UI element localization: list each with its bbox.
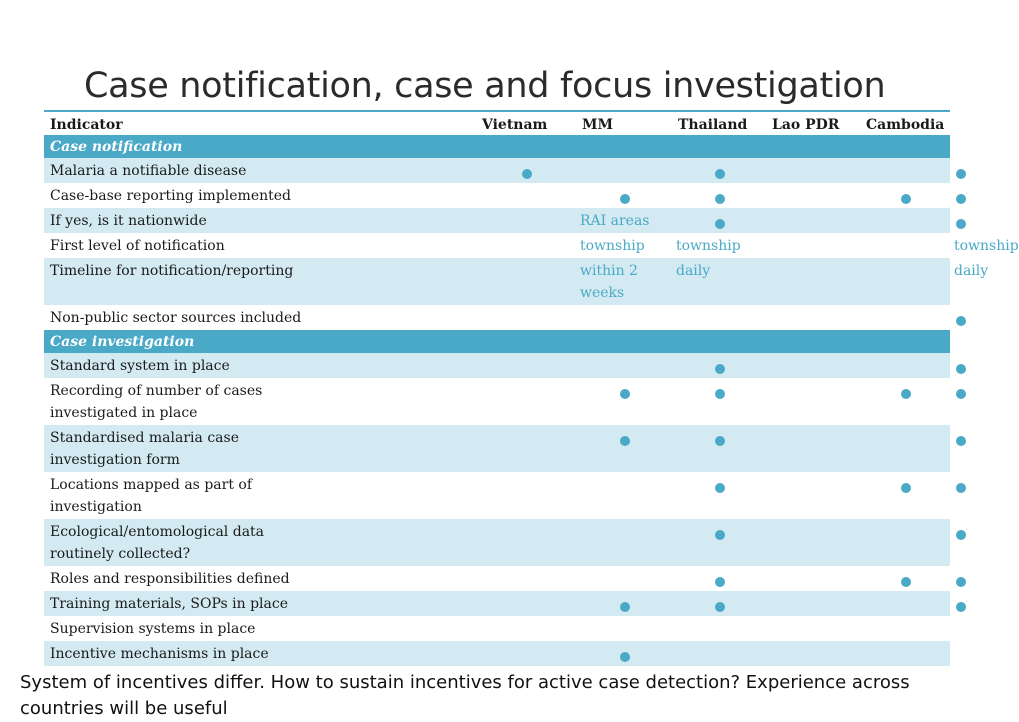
empty-cell [672, 305, 766, 330]
filled-circle-icon [901, 389, 911, 399]
filled-circle-icon [901, 577, 911, 587]
filled-circle-icon [956, 194, 966, 204]
filled-circle-icon [956, 219, 966, 229]
table-row [44, 305, 950, 330]
indicator-label: Standard system in place [50, 358, 230, 374]
empty-cell [576, 566, 672, 591]
empty-cell [860, 519, 950, 566]
header-indicator: Indicator [50, 116, 123, 133]
status-dot-cell [672, 378, 766, 425]
empty-cell [766, 353, 860, 378]
empty-cell [766, 258, 860, 305]
filled-circle-icon [715, 577, 725, 587]
empty-cell [476, 305, 576, 330]
table-row [44, 353, 950, 378]
status-dot-cell [672, 425, 766, 472]
filled-circle-icon [956, 436, 966, 446]
status-dot-cell [672, 591, 766, 616]
status-dot-cell [860, 183, 950, 208]
indicator-cell [44, 519, 476, 566]
indicator-label: Case-base reporting implemented [50, 188, 292, 204]
filled-circle-icon [715, 483, 725, 493]
indicator-label: Roles and responsibilities defined [50, 571, 290, 587]
status-dot-cell [672, 353, 766, 378]
table-header-row [44, 111, 950, 135]
empty-cell [766, 183, 860, 208]
status-dot-cell [576, 378, 672, 425]
empty-cell [476, 519, 576, 566]
empty-cell [766, 566, 860, 591]
status-dot-cell [860, 566, 950, 591]
section-label: Case investigation [50, 333, 195, 350]
value-cell: daily [676, 263, 711, 279]
filled-circle-icon [715, 436, 725, 446]
indicator-cell [44, 591, 476, 616]
table-row: Timeline for notification/reporting within 2 weeks daily daily [44, 258, 950, 305]
indicator-cell [44, 566, 476, 591]
header-thailand: Thailand [678, 116, 748, 133]
empty-cell [576, 305, 672, 330]
empty-cell [476, 616, 576, 641]
filled-circle-icon [715, 194, 725, 204]
empty-cell [860, 305, 950, 330]
table-row [44, 208, 950, 233]
empty-cell [476, 641, 576, 666]
filled-circle-icon [620, 194, 630, 204]
slide-title: Case notification, case and focus investigation [84, 66, 886, 106]
filled-circle-icon [715, 389, 725, 399]
header-lao-pdr: Lao PDR [772, 116, 840, 133]
value-cell: within 2 weeks [580, 263, 638, 301]
status-dot-cell [576, 591, 672, 616]
indicator-label: Locations mapped as part of investigation [50, 477, 253, 515]
status-dot-cell [672, 472, 766, 519]
indicator-cell [44, 353, 476, 378]
table-row [44, 519, 950, 566]
status-dot-cell [672, 158, 766, 183]
empty-cell [672, 641, 766, 666]
filled-circle-icon [956, 530, 966, 540]
empty-cell [860, 425, 950, 472]
status-dot-cell [672, 183, 766, 208]
indicator-label: Standardised malaria case investigation form [50, 430, 239, 468]
indicator-cell [44, 425, 476, 472]
filled-circle-icon [956, 389, 966, 399]
filled-circle-icon [901, 483, 911, 493]
empty-cell [576, 472, 672, 519]
indicator-label: Non-public sector sources included [50, 310, 302, 326]
indicator-cell [44, 258, 476, 305]
filled-circle-icon [715, 364, 725, 374]
filled-circle-icon [620, 602, 630, 612]
empty-cell [860, 158, 950, 183]
table-row [44, 425, 950, 472]
filled-circle-icon [956, 602, 966, 612]
indicator-cell [44, 158, 476, 183]
header-vietnam: Vietnam [482, 116, 548, 133]
empty-cell [766, 519, 860, 566]
header-cambodia: Cambodia [866, 116, 945, 133]
status-dot-cell [860, 378, 950, 425]
indicator-label: Malaria a notifiable disease [50, 163, 247, 179]
empty-cell [860, 208, 950, 233]
empty-cell [476, 472, 576, 519]
section-header-row [44, 135, 950, 158]
empty-cell [766, 591, 860, 616]
status-dot-cell [672, 566, 766, 591]
indicator-cell [44, 208, 476, 233]
empty-cell [476, 566, 576, 591]
filled-circle-icon [715, 219, 725, 229]
status-dot-cell [576, 183, 672, 208]
empty-cell [476, 183, 576, 208]
table-row [44, 378, 950, 425]
indicator-label: Ecological/entomological data routinely collected? [50, 524, 265, 562]
indicator-label: Training materials, SOPs in place [50, 596, 288, 612]
footer-note: System of incentives differ. How to sustain incentives for active case detection? Experience across countries will be useful [20, 672, 910, 719]
table-row [44, 591, 950, 616]
indicator-label: Supervision systems in place [50, 621, 256, 637]
empty-cell [766, 158, 860, 183]
empty-cell [766, 233, 860, 258]
filled-circle-icon [956, 364, 966, 374]
table-row [44, 472, 950, 519]
status-dot-cell [672, 208, 766, 233]
filled-circle-icon [620, 436, 630, 446]
header-mm: MM [582, 116, 613, 133]
value-cell: township [676, 238, 741, 254]
empty-cell [476, 353, 576, 378]
table-row [44, 183, 950, 208]
table-row [44, 616, 950, 641]
section-header-row [44, 330, 950, 353]
filled-circle-icon [715, 602, 725, 612]
indicator-cell [44, 472, 476, 519]
table-row [44, 566, 950, 591]
empty-cell [576, 616, 672, 641]
indicator-label: Incentive mechanisms in place [50, 646, 269, 662]
value-cell: RAI areas [580, 213, 650, 229]
empty-cell [860, 641, 950, 666]
table-body [44, 135, 1019, 666]
empty-cell [860, 258, 950, 305]
filled-circle-icon [956, 316, 966, 326]
table-row: First level of notification township township township [44, 233, 950, 258]
empty-cell [766, 616, 860, 641]
empty-cell [476, 233, 576, 258]
empty-cell [476, 378, 576, 425]
filled-circle-icon [620, 389, 630, 399]
indicator-label: If yes, is it nationwide [50, 213, 207, 229]
status-dot-cell [476, 158, 576, 183]
table-row [44, 158, 950, 183]
value-cell: township [580, 238, 645, 254]
empty-cell [576, 158, 672, 183]
empty-cell [860, 616, 950, 641]
empty-cell [860, 353, 950, 378]
empty-cell [672, 616, 766, 641]
filled-circle-icon [522, 169, 532, 179]
indicator-label: First level of notification [50, 238, 225, 254]
empty-cell [576, 353, 672, 378]
empty-cell [860, 591, 950, 616]
filled-circle-icon [956, 169, 966, 179]
indicator-cell [44, 616, 476, 641]
indicator-label: Recording of number of cases investigated in place [50, 383, 263, 421]
filled-circle-icon [956, 577, 966, 587]
empty-cell [766, 425, 860, 472]
empty-cell [766, 641, 860, 666]
empty-cell [476, 591, 576, 616]
status-dot-cell [672, 519, 766, 566]
table-row [44, 641, 950, 666]
filled-circle-icon [620, 652, 630, 662]
indicator-label: Timeline for notification/reporting [50, 263, 294, 279]
empty-cell [766, 208, 860, 233]
indicator-cell [44, 641, 476, 666]
empty-cell [766, 472, 860, 519]
empty-cell [476, 208, 576, 233]
filled-circle-icon [715, 530, 725, 540]
empty-cell [476, 258, 576, 305]
indicator-cell [44, 305, 476, 330]
filled-circle-icon [901, 194, 911, 204]
status-dot-cell [576, 641, 672, 666]
empty-cell [860, 233, 950, 258]
indicator-table [44, 110, 1019, 666]
status-dot-cell [576, 425, 672, 472]
indicator-cell [44, 233, 476, 258]
empty-cell [766, 305, 860, 330]
indicator-cell [44, 183, 476, 208]
empty-cell [576, 519, 672, 566]
filled-circle-icon [956, 483, 966, 493]
indicator-cell [44, 378, 476, 425]
section-label: Case notification [50, 138, 183, 155]
empty-cell [476, 425, 576, 472]
filled-circle-icon [715, 169, 725, 179]
empty-cell [766, 378, 860, 425]
status-dot-cell [860, 472, 950, 519]
